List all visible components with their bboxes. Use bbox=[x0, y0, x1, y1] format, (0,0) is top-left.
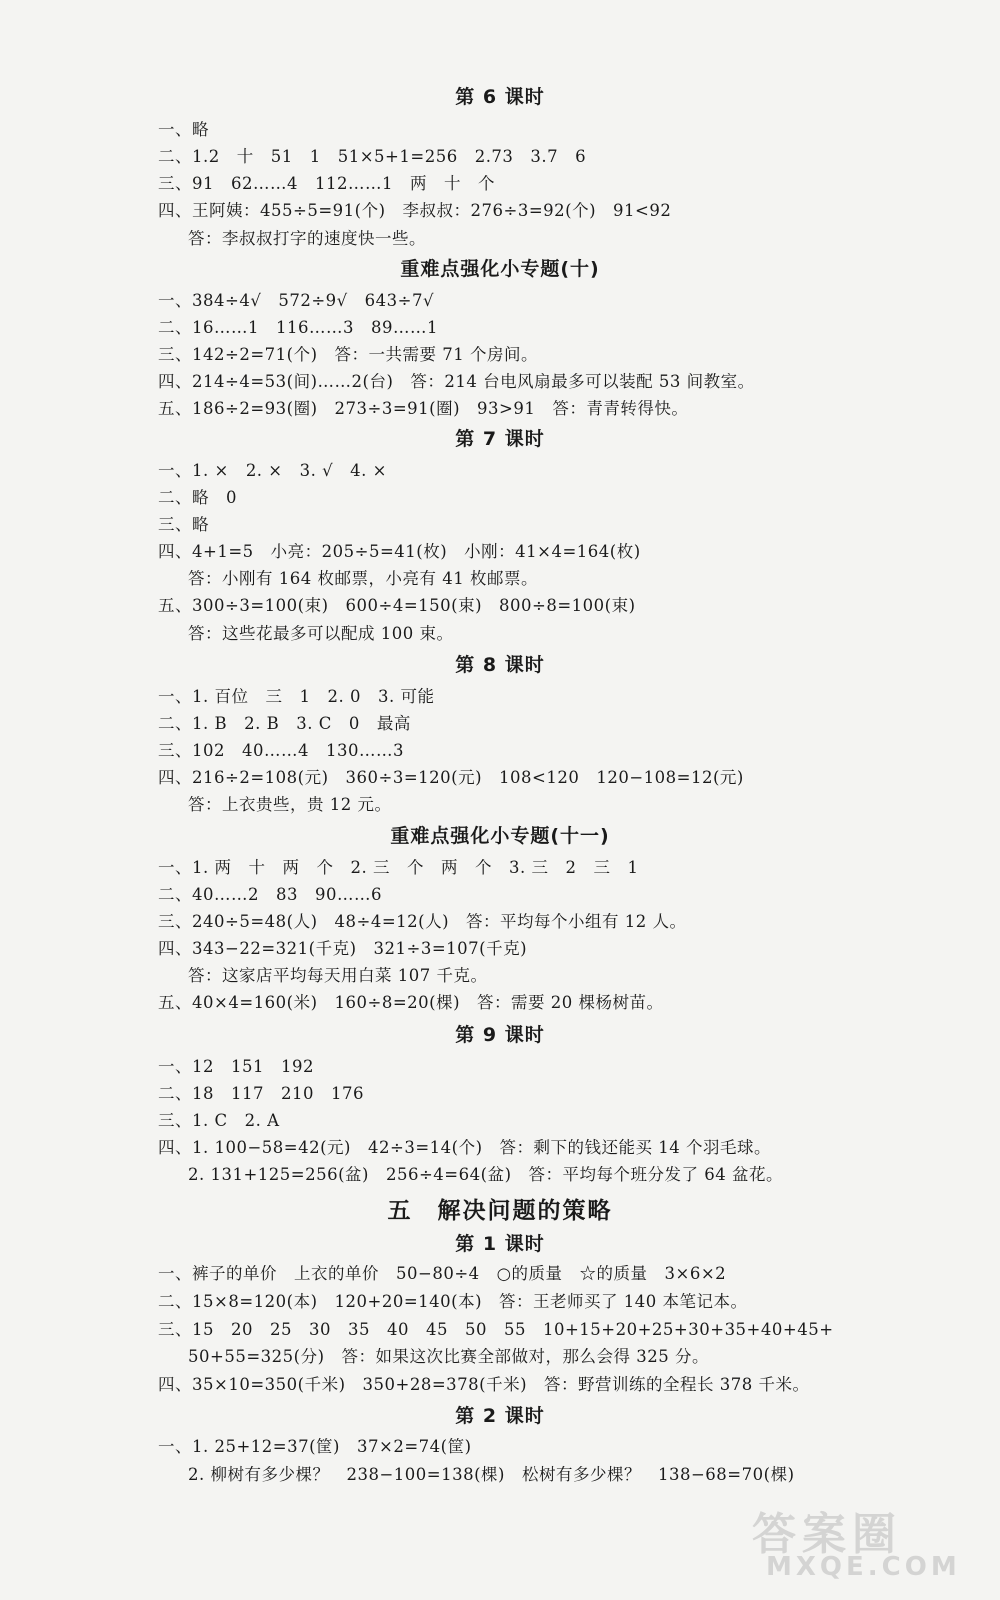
answer-line: 三、略 bbox=[158, 515, 209, 534]
section-title: 重难点强化小专题(十) bbox=[400, 258, 600, 280]
chapter-title: 五 解决问题的策略 bbox=[387, 1198, 613, 1224]
answer-line: 三、15 20 25 30 35 40 45 50 55 10+15+20+25+30+35+40+45+ bbox=[158, 1320, 834, 1339]
answer-line: 四、343−22=321(千克) 321÷3=107(千克) bbox=[158, 939, 528, 958]
answer-line: 四、216÷2=108(元) 360÷3=120(元) 108<120 120−108=12(元) bbox=[158, 768, 744, 787]
section-title: 第 2 课时 bbox=[455, 1405, 545, 1427]
answer-line: 一、1. 百位 三 1 2. 0 3. 可能 bbox=[158, 687, 435, 706]
answer-line: 答：这些花最多可以配成 100 束。 bbox=[188, 624, 454, 643]
answer-line: 一、1. 25+12=37(筐) 37×2=74(筐) bbox=[158, 1437, 472, 1456]
section-title: 第 8 课时 bbox=[455, 654, 545, 676]
watermark-logo bbox=[752, 1498, 982, 1588]
answer-line: 一、12 151 192 bbox=[158, 1057, 314, 1076]
answer-line: 一、384÷4√ 572÷9√ 643÷7√ bbox=[158, 291, 434, 310]
answer-line: 一、裤子的单价 上衣的单价 50−80÷4 ○的质量 ☆的质量 3×6×2 bbox=[158, 1264, 727, 1283]
answer-line: 一、1. × 2. × 3. √ 4. × bbox=[158, 461, 387, 480]
answer-line: 四、35×10=350(千米) 350+28=378(千米) 答：野营训练的全程长 378 千米。 bbox=[158, 1375, 810, 1394]
answer-line: 二、15×8=120(本) 120+20=140(本) 答：王老师买了 140 本笔记本。 bbox=[158, 1292, 748, 1311]
section-title: 第 1 课时 bbox=[455, 1233, 545, 1255]
answer-line: 四、4+1=5 小亮：205÷5=41(枚) 小刚：41×4=164(枚) bbox=[158, 542, 641, 561]
answer-line: 三、102 40……4 130……3 bbox=[158, 741, 404, 760]
answer-line: 五、186÷2=93(圈) 273÷3=91(圈) 93>91 答：青青转得快。 bbox=[158, 399, 689, 418]
answer-line: 二、1.2 十 51 1 51×5+1=256 2.73 3.7 6 bbox=[158, 147, 587, 166]
answer-line: 二、1. B 2. B 3. C 0 最高 bbox=[158, 714, 411, 733]
answer-line: 三、1. C 2. A bbox=[158, 1111, 280, 1130]
answer-line: 二、18 117 210 176 bbox=[158, 1084, 364, 1103]
watermark-site-text: MXQE.COM bbox=[766, 1552, 961, 1582]
answer-line: 三、91 62……4 112……1 两 十 个 bbox=[158, 174, 495, 193]
answer-line: 答：李叔叔打字的速度快一些。 bbox=[188, 229, 426, 248]
answer-line: 答：小刚有 164 枚邮票，小亮有 41 枚邮票。 bbox=[188, 569, 538, 588]
answer-line: 五、300÷3=100(束) 600÷4=150(束) 800÷8=100(束) bbox=[158, 596, 636, 615]
answer-line: 四、214÷4=53(间)……2(台) 答：214 台电风扇最多可以装配 53 间教室。 bbox=[158, 372, 755, 391]
answer-line: 三、142÷2=71(个) 答：一共需要 71 个房间。 bbox=[158, 345, 538, 364]
answer-line: 一、略 bbox=[158, 120, 209, 139]
section-title: 第 6 课时 bbox=[455, 86, 545, 108]
answer-line: 四、王阿姨：455÷5=91(个) 李叔叔：276÷3=92(个) 91<92 bbox=[158, 201, 672, 220]
answer-line: 五、40×4=160(米) 160÷8=20(棵) 答：需要 20 棵杨树苗。 bbox=[158, 993, 664, 1012]
answer-line: 50+55=325(分) 答：如果这次比赛全部做对，那么会得 325 分。 bbox=[188, 1347, 709, 1366]
section-title: 第 9 课时 bbox=[455, 1024, 545, 1046]
answer-line: 答：这家店平均每天用白菜 107 千克。 bbox=[188, 966, 488, 985]
answer-line: 答：上衣贵些，贵 12 元。 bbox=[188, 795, 392, 814]
answer-line: 二、40……2 83 90……6 bbox=[158, 885, 382, 904]
section-title: 重难点强化小专题(十一) bbox=[390, 825, 610, 847]
answer-line: 2. 柳树有多少棵？ 238−100=138(棵) 松树有多少棵？ 138−68=70(棵) bbox=[188, 1465, 795, 1484]
answer-line: 二、16……1 116……3 89……1 bbox=[158, 318, 438, 337]
answer-line: 二、略 0 bbox=[158, 488, 237, 507]
answer-line: 一、1. 两 十 两 个 2. 三 个 两 个 3. 三 2 三 1 bbox=[158, 858, 639, 877]
section-title: 第 7 课时 bbox=[455, 428, 545, 450]
answer-line: 2. 131+125=256(盆) 256÷4=64(盆) 答：平均每个班分发了 64 盆花。 bbox=[188, 1165, 783, 1184]
watermark-main-text: 答案圈 bbox=[752, 1509, 902, 1560]
answer-line: 四、1. 100−58=42(元) 42÷3=14(个) 答：剩下的钱还能买 14 个羽毛球。 bbox=[158, 1138, 771, 1157]
answer-line: 三、240÷5=48(人) 48÷4=12(人) 答：平均每个小组有 12 人。 bbox=[158, 912, 687, 931]
